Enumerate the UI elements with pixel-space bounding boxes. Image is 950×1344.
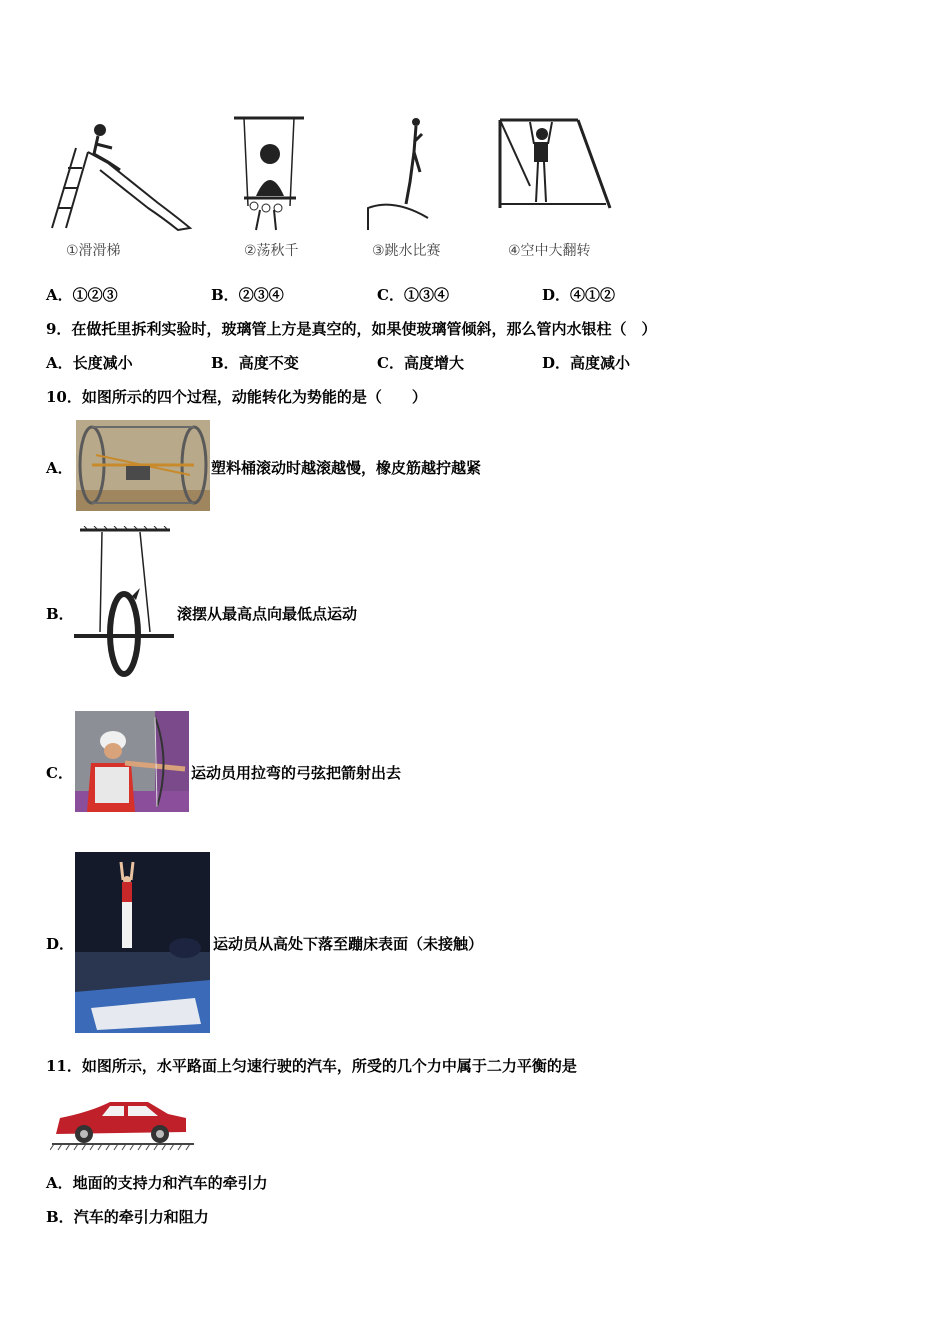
q10-option-c-letter[interactable]: C．	[46, 764, 73, 782]
swing-caption: ②荡秋千	[244, 243, 299, 259]
q9-stem: 9．在做托里拆利实验时，玻璃管上方是真空的，如果使玻璃管倾斜，那么管内水银柱（ ）	[46, 320, 657, 338]
q11-option-a[interactable]: A．地面的支持力和汽车的牵引力	[46, 1174, 268, 1192]
q8-option-d[interactable]: D．④①②	[542, 286, 616, 304]
diving-caption: ③跳水比赛	[372, 243, 441, 259]
q9-option-a[interactable]: A．长度减小	[46, 354, 133, 372]
slide-figure	[48, 118, 198, 233]
high-bar-caption: ④空中大翻转	[508, 243, 591, 259]
q10-option-d-letter[interactable]: D．	[46, 935, 75, 953]
trampoline-photo	[75, 852, 210, 1033]
q9-option-c[interactable]: C．高度增大	[377, 354, 464, 372]
q8-option-a[interactable]: A．①②③	[46, 286, 118, 304]
q10-stem: 10．如图所示的四个过程，动能转化为势能的是（ ）	[46, 388, 427, 406]
high-bar-figure	[496, 116, 614, 216]
diving-figure	[364, 112, 444, 230]
q9-option-d[interactable]: D．高度减小	[542, 354, 631, 372]
q10-option-a-text: 塑料桶滚动时越滚越慢，橡皮筋越拧越紧	[211, 459, 482, 477]
swing-figure	[230, 114, 310, 234]
q10-option-b-letter[interactable]: B．	[46, 605, 74, 623]
q9-option-b[interactable]: B．高度不变	[211, 354, 299, 372]
rolling-bucket-photo	[76, 420, 210, 511]
q10-option-a-letter[interactable]: A．	[46, 459, 73, 477]
archer-photo	[75, 711, 189, 812]
q10-option-d-text: 运动员从高处下落至蹦床表面（未接触）	[213, 935, 484, 953]
q8-option-b[interactable]: B．②③④	[211, 286, 284, 304]
maxwell-wheel-figure	[74, 526, 176, 678]
q11-option-b[interactable]: B．汽车的牵引力和阻力	[46, 1208, 209, 1226]
q10-option-b-text: 滚摆从最高点向最低点运动	[177, 605, 358, 623]
q10-option-c-text: 运动员用拉弯的弓弦把箭射出去	[191, 764, 402, 782]
car-figure	[50, 1094, 196, 1152]
q8-option-c[interactable]: C．①③④	[377, 286, 449, 304]
q11-stem: 11．如图所示，水平路面上匀速行驶的汽车，所受的几个力中属于二力平衡的是	[46, 1057, 577, 1075]
slide-caption: ①滑滑梯	[66, 243, 121, 259]
